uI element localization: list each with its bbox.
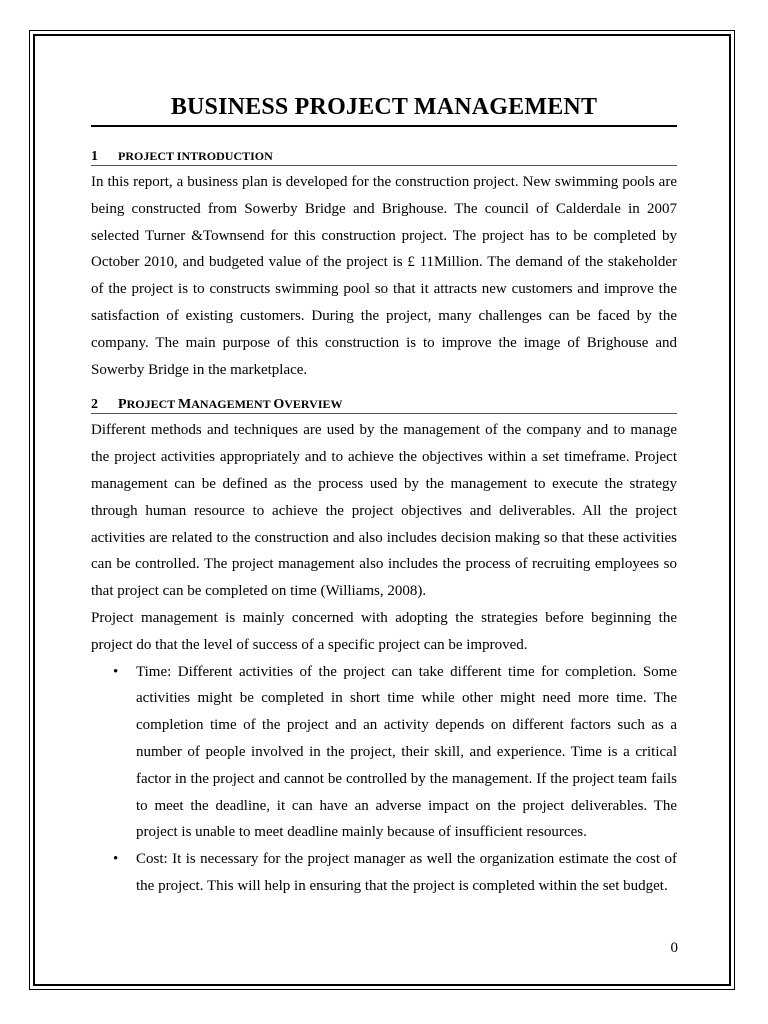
section-1-heading: [91, 148, 677, 166]
document-body: [91, 90, 677, 900]
section-1-paragraph: In this report, a business plan is developed for the construction project. New swimming pools are being constructed from Sowerby Bridge and Brighouse. The council of Calderdale in 2007 selected Turner &Townsend for this construction project. The project has to be completed by October 2010, and budgeted value of the project is £ 11Million. The demand of the stakeholder of the project is to constructs swimming pool so that it attracts new customers and improve the satisfaction of existing customers. During the project, many challenges can be faced by the company. The main purpose of this construction is to improve the image of Brighouse and Sowerby Bridge in the marketplace.: [91, 174, 677, 378]
list-item: [113, 846, 677, 900]
document-title: BUSINESS PROJECT MANAGEMENT: [91, 90, 677, 127]
section-1-title: PROJECT INTRODUCTION: [118, 149, 273, 163]
list-item: [113, 659, 677, 847]
bullet-icon: •: [113, 663, 119, 680]
section-2-number: 2: [91, 397, 98, 413]
bullet-text-time: Time: Different activities of the project can take different time for completion. Some activities might be completed in short time while other might need more time. The completion time of the project and an activity depends on different factors such as a number of people involved in the project, their skill, and experience. Time is a critical factor in the project and cannot be controlled by the management. If the project team fails to meet the deadline, it can have an adverse impact on the project deliverables. The project is unable to meet deadline mainly because of insufficient resources.: [136, 663, 677, 841]
bullet-text-cost: Cost: It is necessary for the project manager as well the organization estimate the cost of the project. This will help in ensuring that the project is completed within the set budget.: [136, 851, 677, 894]
section-2-title: PROJECT MANAGEMENT OVERVIEW: [118, 397, 343, 413]
section-2-paragraph-1: Different methods and techniques are used by the management of the company and to manage the project activities appropriately and to achieve the objectives within a set timeframe. Project management can be defined as the process used by the management to execute the strategy through human resource to achieve the project objectives and deliverables. All the project activities are related to the construction and also includes decision making so that these activities can be controlled. The project management also includes the process of recruiting employees so that project can be completed on time (Williams, 2008).: [91, 422, 677, 600]
bullet-icon: •: [113, 851, 119, 868]
page-number: 0: [670, 940, 678, 956]
section-2-heading: [91, 396, 677, 414]
bullet-list: [91, 659, 677, 900]
section-1-number: 1: [91, 149, 98, 164]
section-2-paragraph-2: Project management is mainly concerned with adopting the strategies before beginning the project do that the level of success of a specific project can be improved.: [91, 609, 677, 653]
